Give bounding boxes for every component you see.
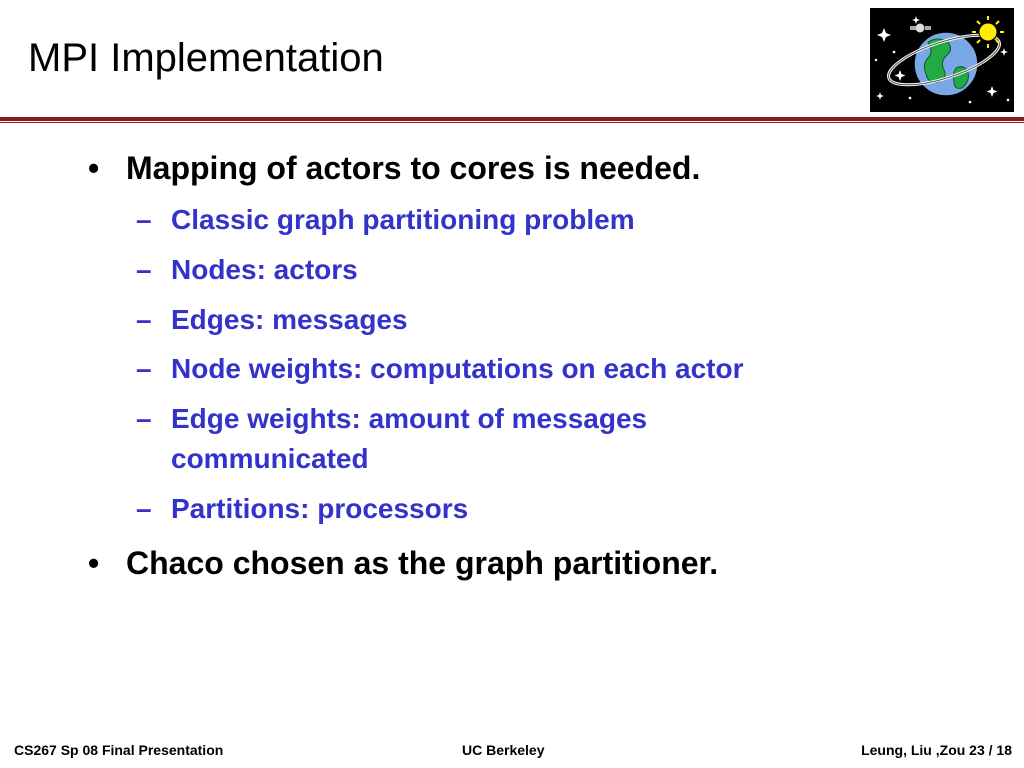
title-divider-thin bbox=[0, 122, 1024, 123]
sub-bullet-text: Node weights: computations on each actor bbox=[171, 353, 744, 384]
sub-bullet-text: Partitions: processors bbox=[171, 493, 469, 524]
bullet-text: Chaco chosen as the graph partitioner. bbox=[126, 545, 719, 581]
logo bbox=[870, 8, 1014, 112]
sub-bullet-mark: – bbox=[136, 353, 152, 384]
title-divider bbox=[0, 117, 1024, 121]
bullet-text: Mapping of actors to cores is needed. bbox=[126, 150, 701, 186]
footer-authors-page: Leung, Liu ,Zou 23 / 18 bbox=[861, 742, 1012, 758]
footer-institution: UC Berkeley bbox=[462, 742, 545, 758]
bullet-mark: • bbox=[88, 545, 100, 581]
sub-bullet-text: Edge weights: amount of messages communicated bbox=[171, 403, 648, 474]
sub-bullet-text: Classic graph partitioning problem bbox=[171, 204, 635, 235]
sub-bullet-text: Nodes: actors bbox=[171, 254, 358, 285]
footer-course: CS267 Sp 08 Final Presentation bbox=[14, 742, 224, 758]
sub-bullet-mark: – bbox=[136, 493, 152, 524]
sub-bullet-mark: – bbox=[136, 304, 152, 335]
bullet-mark: • bbox=[88, 150, 100, 186]
sub-bullet-text: Edges: messages bbox=[171, 304, 408, 335]
sub-bullet-mark: – bbox=[136, 254, 152, 285]
sub-bullet-mark: – bbox=[136, 204, 152, 235]
globe-with-satellite-icon bbox=[870, 8, 1014, 112]
sub-bullet-mark: – bbox=[136, 403, 152, 434]
slide-title: MPI Implementation bbox=[28, 36, 384, 80]
